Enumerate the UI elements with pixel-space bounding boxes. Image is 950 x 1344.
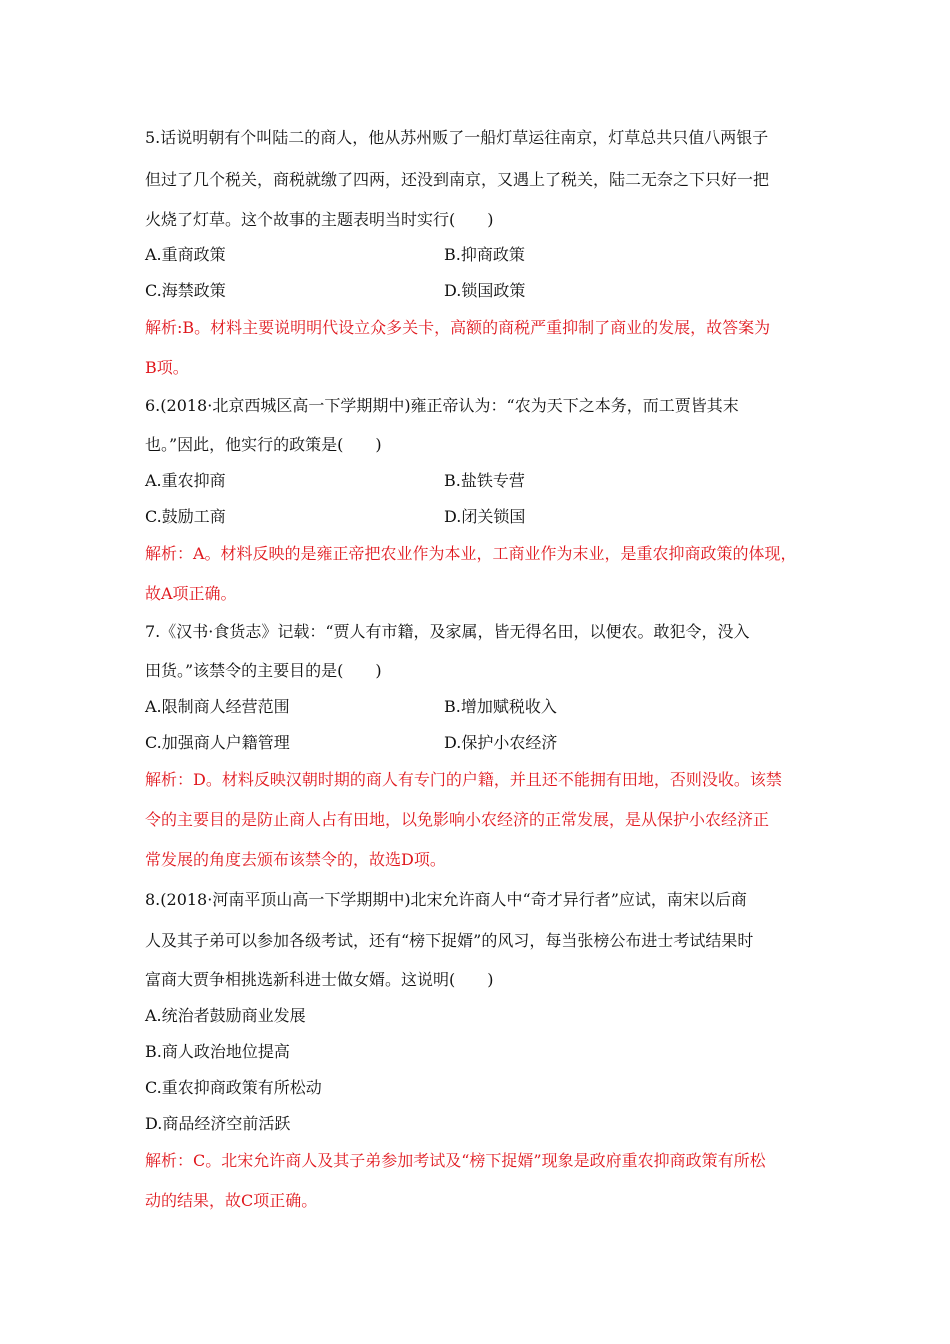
q7-stem-line-2: 田货。”该禁令的主要目的是( )	[145, 661, 382, 680]
q6-stem-line-2: 也。”因此，他实行的政策是( )	[145, 435, 382, 454]
q8-option-b: B.商人政治地位提高	[145, 1042, 290, 1061]
q6-analysis-line-1: 解析：A。材料反映的是雍正帝把农业作为本业，工商业作为末业，是重农抑商政策的体现，	[145, 544, 797, 563]
q5-stem-line-2: 但过了几个税关，商税就缴了四两，还没到南京，又遇上了税关，陆二无奈之下只好一把	[145, 170, 770, 189]
q5-option-a: A.重商政策	[145, 245, 226, 264]
q5-analysis-line-1: 解析:B。材料主要说明明代设立众多关卡，高额的商税严重抑制了商业的发展，故答案为	[145, 318, 771, 337]
q7-option-c: C.加强商人户籍管理	[145, 733, 290, 752]
q7-option-d: D.保护小农经济	[444, 733, 558, 752]
q6-stem-line-1: 6.(2018·北京西城区高一下学期期中)雍正帝认为：“农为天下之本务，而工贾皆其末	[145, 396, 739, 415]
q6-option-d: D.闭关锁国	[444, 507, 526, 526]
q7-option-b: B.增加赋税收入	[444, 697, 557, 716]
q5-option-b: B.抑商政策	[444, 245, 525, 264]
q6-option-c: C.鼓励工商	[145, 507, 226, 526]
q5-option-c: C.海禁政策	[145, 281, 226, 300]
q8-stem-line-2: 人及其子弟可以参加各级考试，还有“榜下捉婿”的风习，每当张榜公布进士考试结果时	[145, 931, 754, 950]
q7-analysis-line-2: 令的主要目的是防止商人占有田地，以免影响小农经济的正常发展，是从保护小农经济正	[145, 810, 770, 829]
q6-analysis-line-2: 故A项正确。	[145, 584, 237, 603]
q7-analysis-line-1: 解析：D。材料反映汉朝时期的商人有专门的户籍，并且还不能拥有田地，否则没收。该禁	[145, 770, 782, 789]
q8-option-c: C.重农抑商政策有所松动	[145, 1078, 322, 1097]
q5-stem-line-1: 5.话说明朝有个叫陆二的商人，他从苏州贩了一船灯草运往南京，灯草总共只值八两银子	[145, 128, 769, 147]
q7-analysis-line-3: 常发展的角度去颁布该禁令的，故选D项。	[145, 850, 446, 869]
q8-analysis-line-2: 动的结果，故C项正确。	[145, 1191, 318, 1210]
q8-option-a: A.统治者鼓励商业发展	[145, 1006, 306, 1025]
q8-option-d: D.商品经济空前活跃	[145, 1114, 291, 1133]
q5-stem-line-3: 火烧了灯草。这个故事的主题表明当时实行( )	[145, 210, 494, 229]
q8-stem-line-3: 富商大贾争相挑选新科进士做女婿。这说明( )	[145, 970, 494, 989]
q5-analysis-line-2: B项。	[145, 358, 189, 377]
q7-stem-line-1: 7.《汉书·食货志》记载：“贾人有市籍，及家属，皆无得名田，以便农。敢犯令，没入	[145, 622, 750, 641]
q8-analysis-line-1: 解析：C。北宋允许商人及其子弟参加考试及“榜下捉婿”现象是政府重农抑商政策有所松	[145, 1151, 766, 1170]
q6-option-a: A.重农抑商	[145, 471, 226, 490]
q7-option-a: A.限制商人经营范围	[145, 697, 290, 716]
q6-option-b: B.盐铁专营	[444, 471, 525, 490]
q5-option-d: D.锁国政策	[444, 281, 526, 300]
q8-stem-line-1: 8.(2018·河南平顶山高一下学期期中)北宋允许商人中“奇才异行者”应试，南宋以后商	[145, 890, 747, 909]
